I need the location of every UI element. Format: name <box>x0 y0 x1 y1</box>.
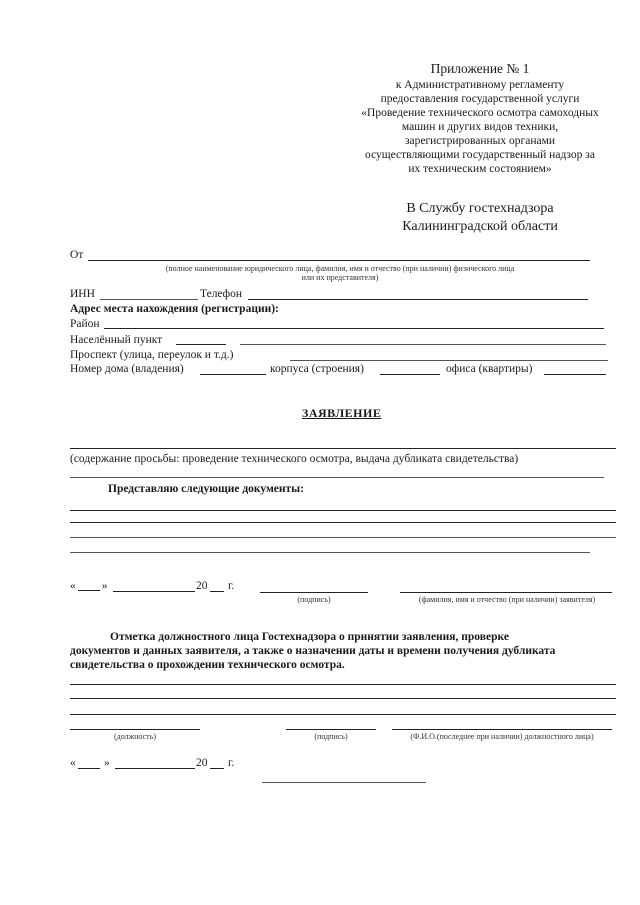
building-label: корпуса (строения) <box>270 363 364 375</box>
inn-label: ИНН <box>70 288 95 300</box>
applicant-month-field[interactable] <box>113 591 195 592</box>
official-name-hint: (Ф.И.О.(последнее при наличии) должностного лица) <box>410 732 594 741</box>
official-note-line: документов и данных заявителя, а также о назначении даты и времени получения дубликата <box>70 645 556 657</box>
addressee-line: В Службу гостехнадзора <box>406 201 554 216</box>
documents-label: Представляю следующие документы: <box>108 483 304 495</box>
addressee-line: Калининградской области <box>402 219 558 234</box>
locality-field-2[interactable] <box>240 344 606 345</box>
documents-line-4[interactable] <box>70 552 590 553</box>
official-position-hint: (должность) <box>114 732 156 741</box>
phone-field[interactable] <box>248 299 588 300</box>
official-line-3[interactable] <box>70 714 616 715</box>
applicant-year-field[interactable] <box>210 591 224 592</box>
request-field[interactable] <box>70 448 616 449</box>
documents-line-2[interactable] <box>70 522 616 523</box>
annex-line: их техническим состоянием» <box>408 163 552 175</box>
locality-label: Населённый пункт <box>70 334 163 346</box>
documents-line-1[interactable] <box>70 510 616 511</box>
from-hint-line: (полное наименование юридического лица, фамилия, имя и отчество (при наличии) физического лица <box>165 264 515 273</box>
annex-line: предоставления государственной услуги <box>380 93 580 105</box>
office-field[interactable] <box>544 374 606 375</box>
applicant-sign-hint: (подпись) <box>297 595 331 604</box>
applicant-date <box>70 579 108 593</box>
official-sign-field[interactable] <box>286 729 376 730</box>
from-label: От <box>70 249 84 261</box>
request-hint: (содержание просьбы: проведение технического осмотра, выдача дубликата свидетельства) <box>70 453 519 465</box>
applicant-year-suffix: г. <box>228 580 235 592</box>
official-position-field[interactable] <box>70 729 200 730</box>
addressee <box>360 200 600 236</box>
inn-field[interactable] <box>100 299 198 300</box>
locality-field-1[interactable] <box>176 344 226 345</box>
date-day-field[interactable] <box>78 590 100 591</box>
official-sign-hint: (подпись) <box>314 732 348 741</box>
official-year-field[interactable] <box>210 768 224 769</box>
annex-line: машин и других видов техники, <box>401 121 559 133</box>
phone-label: Телефон <box>200 288 243 300</box>
official-note-line: Отметка должностного лица Гостехнадзора о принятии заявления, проверке <box>110 631 509 643</box>
official-line-2[interactable] <box>70 698 616 699</box>
annex-line: к Административному регламенту <box>395 79 565 91</box>
request-field-2[interactable] <box>70 477 604 478</box>
street-label: Проспект (улица, переулок и т.д.) <box>70 349 234 361</box>
official-date-open: « <box>70 757 76 769</box>
house-label: Номер дома (владения) <box>70 363 184 375</box>
official-extra-line <box>262 782 426 783</box>
official-year-suffix: г. <box>228 757 235 769</box>
official-note <box>70 630 618 672</box>
applicant-year-prefix: 20 <box>196 580 208 592</box>
building-field[interactable] <box>380 374 440 375</box>
office-label: офиса (квартиры) <box>446 363 533 375</box>
from-hint-line: или их представителя) <box>301 273 379 282</box>
official-note-line: свидетельства о прохождении технического осмотра. <box>70 659 345 671</box>
statement-title: ЗАЯВЛЕНИЕ <box>302 406 382 420</box>
date-open-quote: « <box>70 580 76 592</box>
annex-line: осуществляющими государственный надзор за <box>365 149 595 161</box>
annex-line: «Проведение технического осмотра самоходных <box>361 107 599 119</box>
official-date-close: » <box>104 757 110 769</box>
from-hint <box>70 264 610 282</box>
applicant-name-field[interactable] <box>400 592 612 593</box>
official-day-field[interactable] <box>78 768 100 769</box>
annex-title: Приложение № 1 <box>430 61 530 76</box>
official-month-field[interactable] <box>115 768 195 769</box>
official-year-prefix: 20 <box>196 757 208 769</box>
documents-line-3[interactable] <box>70 537 616 538</box>
annex-line: зарегистрированных органами <box>404 135 556 147</box>
address-heading: Адрес места нахождения (регистрации): <box>70 303 279 315</box>
applicant-name-hint: (фамилия, имя и отчество (при наличии) заявителя) <box>418 595 596 604</box>
applicant-sign-field[interactable] <box>260 592 368 593</box>
district-field[interactable] <box>104 328 604 329</box>
from-field[interactable] <box>88 260 590 261</box>
date-close-quote: » <box>101 580 108 592</box>
annex-block <box>330 60 630 176</box>
official-name-field[interactable] <box>392 729 612 730</box>
house-field[interactable] <box>200 374 266 375</box>
district-label: Район <box>70 318 100 330</box>
official-line-1[interactable] <box>70 684 616 685</box>
street-field[interactable] <box>290 360 608 361</box>
